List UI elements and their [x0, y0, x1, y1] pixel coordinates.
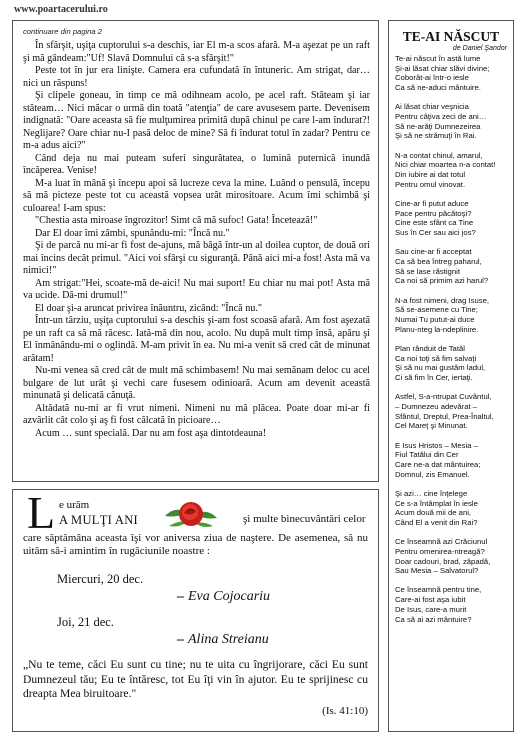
story-paragraph: Şi clipele goneau, în timp ce mă odihneam acolo, pe acel raft. Stăteam şi iar stăteam… Nici măcar o urmă din toată "atenţia" de care avusesem parte. Devenisem indignată: "Oare aceasta să fie mulţumirea primită după chinul pe care l-am îndurat?! Neglijare? Oare chiar nu-I pasă deloc de mine? Să fi îndurat totul în zadar? Pentru ce m-a adus aici?": [23, 90, 370, 151]
birthday-date: Miercuri, 20 dec.: [57, 572, 144, 586]
poem-line: Doar cadouri, brad, zăpadă,: [395, 556, 491, 566]
poem-line: N-a contat chinul, amarul,: [395, 150, 483, 160]
birthday-text: care săptămâna aceasta îşi vor aniversa ziua de naştere. De asemenea, să nu uităm să-i amintim în rugăciunile noastre :: [23, 532, 368, 557]
poem-author: de Daniel Şandor: [452, 45, 507, 52]
heading-line2: A MULŢI ANI: [59, 513, 138, 527]
poem-stanza: [395, 102, 507, 141]
heading-line1: e urăm: [59, 499, 90, 511]
poem-stanza: [395, 151, 507, 190]
poem-line: Să se lase răstignit: [395, 266, 460, 276]
poem-line: Sau Mesia – Salvatorul?: [395, 566, 479, 576]
story-paragraph: El doar şi-a aruncat privirea înăuntru, zicând: "Încă nu.": [35, 302, 262, 314]
poem-line: Numai Tu putut-ai duce: [395, 314, 475, 324]
poem-stanza: [395, 392, 507, 431]
drop-cap: L: [27, 489, 56, 538]
poem-title: TE-AI NĂSCUT: [402, 29, 500, 44]
heading-line2-rest: şi multe binecuvântări celor: [243, 513, 366, 525]
poem-line: Cine este sfânt ca Tine: [395, 218, 474, 228]
birthday-heading: [23, 489, 368, 538]
story-paragraph: În sfârşit, uşiţa cuptorului s-a deschis, iar El m-a scos afară. M-a aşezat pe un raft şi mă gândeam:"Uf! Slavă Domnului că s-a sfârşit!": [23, 40, 370, 64]
poem-line: Acum două mii de ani,: [395, 508, 472, 518]
poem-line: Care-ai fost aşa iubit: [395, 595, 466, 605]
poem-line: Fiul Tatălui din Cer: [395, 450, 459, 460]
story-paragraph: Într-un târziu, uşiţa cuptorului s-a deschis şi-am fost scoasă afară. Am fost aşezată pe un raft ca să mă răcesc. Iată-mă din nou, acolo. Nu după mult timp însă, apăru şi El înmânându-mi o oglindă. M-am privit în ea. Nu mi-a venit să cred cât de minunat arătam!: [23, 315, 370, 364]
poem-line: Să ne-arăţi Dumnezeirea: [395, 121, 481, 131]
story-paragraph: "Chestia asta miroase îngrozitor! Simt că mă sufoc! Gata! Încetează!": [35, 215, 318, 226]
poem-line: Ai lăsat chiar veşnicia: [395, 102, 469, 112]
poem-line: Coborât-ai într-o iesle: [395, 73, 469, 83]
poem-stanza: [395, 344, 507, 383]
poem-line: Plan rânduit de Tatăl: [395, 343, 465, 353]
continued-note: continuare din pagina 2: [23, 27, 102, 36]
poem-line: Sus în Cer sau aici jos?: [395, 228, 476, 238]
story-paragraph: Nu-mi venea să cred cât de mult mă schimbasem! Nu mai semănam deloc cu acel bulgare de lut urât şi vechi care fusesem odinioară. Acum am devenit această minunată şi delicată cănuţă.: [23, 365, 370, 401]
poem-line: Şi să ne strămuţi în Rai.: [395, 131, 477, 141]
poem-stanza: [395, 54, 507, 93]
poem-line: Ci să fim în Cer, iertaţi.: [395, 372, 473, 382]
site-url: www.poartacerului.ro: [14, 4, 108, 15]
story-paragraph: Peste tot în jur era linişte. Camera era cufundată în întuneric. Am strigat, dar… nici un răspuns!: [23, 65, 370, 89]
poem-stanza: [395, 441, 507, 480]
story-paragraph: Acum … sunt specială. Dar nu am fost aşa dintotdeauna!: [35, 427, 267, 439]
birthday-name-text: Alina Streianu: [188, 632, 269, 647]
poem-line: Şi-ai lăsat chiar slăvi divine;: [395, 63, 490, 73]
poem-line: Ce înseamnă azi Crăciunul: [395, 537, 488, 547]
poem-line: Pace pentru păcătoşi?: [395, 208, 472, 218]
birthday-list: [23, 572, 368, 648]
poem-stanzas: [395, 54, 507, 624]
poem-line: Care ne-a dat mântuirea;: [395, 459, 481, 469]
story-paragraph: Şi de parcă nu mi-ar fi fost de-ajuns, mă băgă într-un al doilea cuptor, de două ori mai încins decât primul. "Aici voi sfârşi cu siguranţă. Până aici mi-a fost! Asta mă va nimici!": [23, 240, 370, 276]
poem-line: Nici chiar moartea n-a contat!: [395, 160, 496, 170]
poem-line: Ca să bea întreg paharul,: [395, 256, 482, 266]
poem-line: Te-ai născut în astă lume: [395, 54, 481, 63]
poem-line: Pentru câţiva zeci de ani…: [395, 112, 487, 122]
poem-line: Cine-ar fi putut aduce: [395, 198, 469, 208]
poem-line: Ce s-a întâmplat în iesle: [395, 498, 478, 508]
poem-line: Ca noi toţi să fim salvaţi: [395, 353, 477, 363]
poem-stanza: [395, 585, 507, 624]
birthday-box: [12, 489, 379, 732]
poem-stanza: [395, 247, 507, 286]
story-box: [12, 20, 379, 482]
poem-line: Ca noi să primim azi harul?: [395, 276, 489, 286]
poem-line: Sfântul, Dreptul, Prea-Înaltul,: [395, 411, 494, 421]
rose-icon: [159, 496, 223, 532]
poem-line: Ca să ai azi mântuire?: [395, 614, 472, 624]
poem-line: Cel Mareţ şi Minunat.: [395, 421, 468, 431]
poem-line: Şi azi… cine înţelege: [395, 488, 468, 498]
poem-line: Şi să nu mai gustăm ladul,: [395, 363, 486, 373]
poem-line: Pentru omenirea-ntreagă?: [395, 546, 485, 556]
poem-line: Ca să ne-aduci mântuire.: [395, 83, 481, 93]
story-paragraph: Am strigat:"Hei, scoate-mă de-aici! Nu mai suport! Eu chiar nu mai pot! Asta mă va ucide. Dă-mi drumul!": [23, 277, 370, 301]
poem-box: [388, 20, 514, 732]
poem-stanza: [395, 489, 507, 528]
story-paragraph: Dar El doar îmi zâmbi, spunându-mi: "Încă nu.": [35, 227, 230, 239]
story-paragraph: Altădată nu-mi ar fi vrut nimeni. Nimeni nu mă plăcea. Poate doar mi-ar fi azvârlit cât colo şi aş fi fost călcată în picioare…: [23, 402, 370, 426]
poem-line: E Isus Hristos – Mesia –: [395, 440, 478, 450]
poem-line: Planu-nteg la-ndeplinire.: [395, 324, 479, 334]
bible-verse: „Nu te teme, căci Eu sunt cu tine; nu te uita cu îngrijorare, căci Eu sunt Dumnezeul tău; Eu te întăresc, tot Eu îţi vin în ajutor. Eu te sprijinesc cu dreapta Mea biruitoare.": [23, 658, 368, 700]
poem-line: Astfel, S-a-ntrupat Cuvântul,: [395, 392, 492, 402]
poem-stanza: [395, 296, 507, 335]
poem-line: Domnul, zis Emanuel.: [395, 469, 470, 479]
poem-line: Sau cine-ar fi acceptat: [395, 247, 472, 257]
poem-line: Din iubire ai dat totul: [395, 170, 466, 180]
story-paragraph: Când deja nu mai puteam suferi singurătatea, o lumină puternică inundă încăperea. Venise!: [23, 152, 370, 176]
poem-line: De Isus, care-a murit: [395, 604, 467, 614]
poem-line: – Dumnezeu adevărat –: [395, 401, 478, 411]
poem-stanza: [395, 537, 507, 576]
birthday-name-text: Eva Cojocariu: [188, 589, 271, 604]
poem-line: Pentru omul vinovat.: [395, 179, 466, 189]
poem-line: Ce înseamnă pentru tine,: [395, 585, 482, 595]
story-paragraph: M-a luat în mână şi începu apoi să lucreze ceva la mine. Luând o pensulă, începu să mă picteze peste tot cu această vopsea urât mirositoare. Acum îmi schimbă şi culoarea! I-am spus:: [23, 177, 370, 214]
poem-line: Să se-asemene cu Tine;: [395, 305, 478, 315]
birthday-name: – Alina Streianu: [177, 632, 269, 647]
birthday-name: – Eva Cojocariu: [177, 589, 271, 604]
birthday-date: Joi, 21 dec.: [57, 615, 114, 629]
verse-reference: (Is. 41:10): [322, 704, 368, 717]
poem-stanza: [395, 199, 507, 238]
poem-line: N-a fost nimeni, drag Isuse,: [395, 295, 489, 305]
poem-line: Când El a venit din Rai?: [395, 517, 478, 527]
